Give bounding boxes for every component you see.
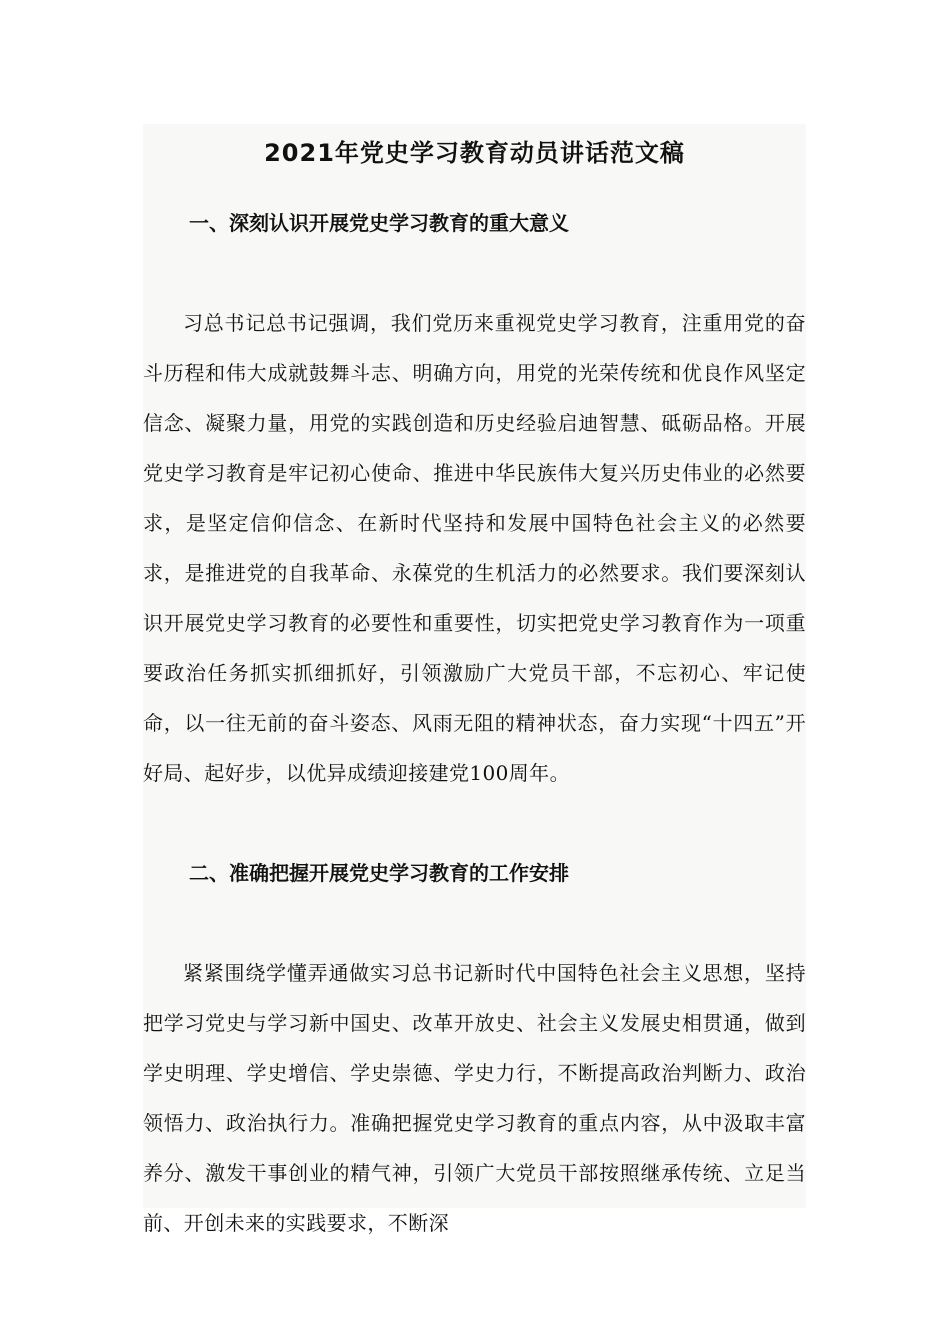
document-title: 2021年党史学习教育动员讲话范文稿 <box>264 139 685 167</box>
section-significance <box>143 198 806 798</box>
section-paragraph-significance: 习总书记总书记强调，我们党历来重视党史学习教育，注重用党的奋斗历程和伟大成就鼓舞斗志、明确方向，用党的光荣传统和优良作风坚定信念、凝聚力量，用党的实践创造和历史经验启迪智慧、砥砺品格。开展党史学习教育是牢记初心使命、推进中华民族伟大复兴历史伟业的必然要求，是坚定信仰信念、在新时代坚持和发展中国特色社会主义的必然要求，是推进党的自我革命、永葆党的生机活力的必然要求。我们要深刻认识开展党史学习教育的必要性和重要性，切实把党史学习教育作为一项重要政治任务抓实抓细抓好，引领激励广大党员干部，不忘初心、牢记使命，以一往无前的奋斗姿态、风雨无阻的精神状态，奋力实现“十四五”开好局、起好步，以优异成绩迎接建党100周年。 <box>143 311 806 785</box>
section-heading-arrangement: 二、准确把握开展党史学习教育的工作安排 <box>189 861 569 885</box>
section-heading-significance: 一、深刻认识开展党史学习教育的重大意义 <box>189 211 569 235</box>
section-arrangement <box>143 848 806 1248</box>
section-paragraph-arrangement: 紧紧围绕学懂弄通做实习总书记新时代中国特色社会主义思想，坚持把学习党史与学习新中国史、改革开放史、社会主义发展史相贯通，做到学史明理、学史增信、学史崇德、学史力行，不断提高政治判断力、政治领悟力、政治执行力。准确把握党史学习教育的重点内容，从中汲取丰富养分、激发干事创业的精气神，引领广大党员干部按照继承传统、立足当前、开创未来的实践要求，不断深 <box>143 961 806 1235</box>
document-page <box>143 124 806 1235</box>
